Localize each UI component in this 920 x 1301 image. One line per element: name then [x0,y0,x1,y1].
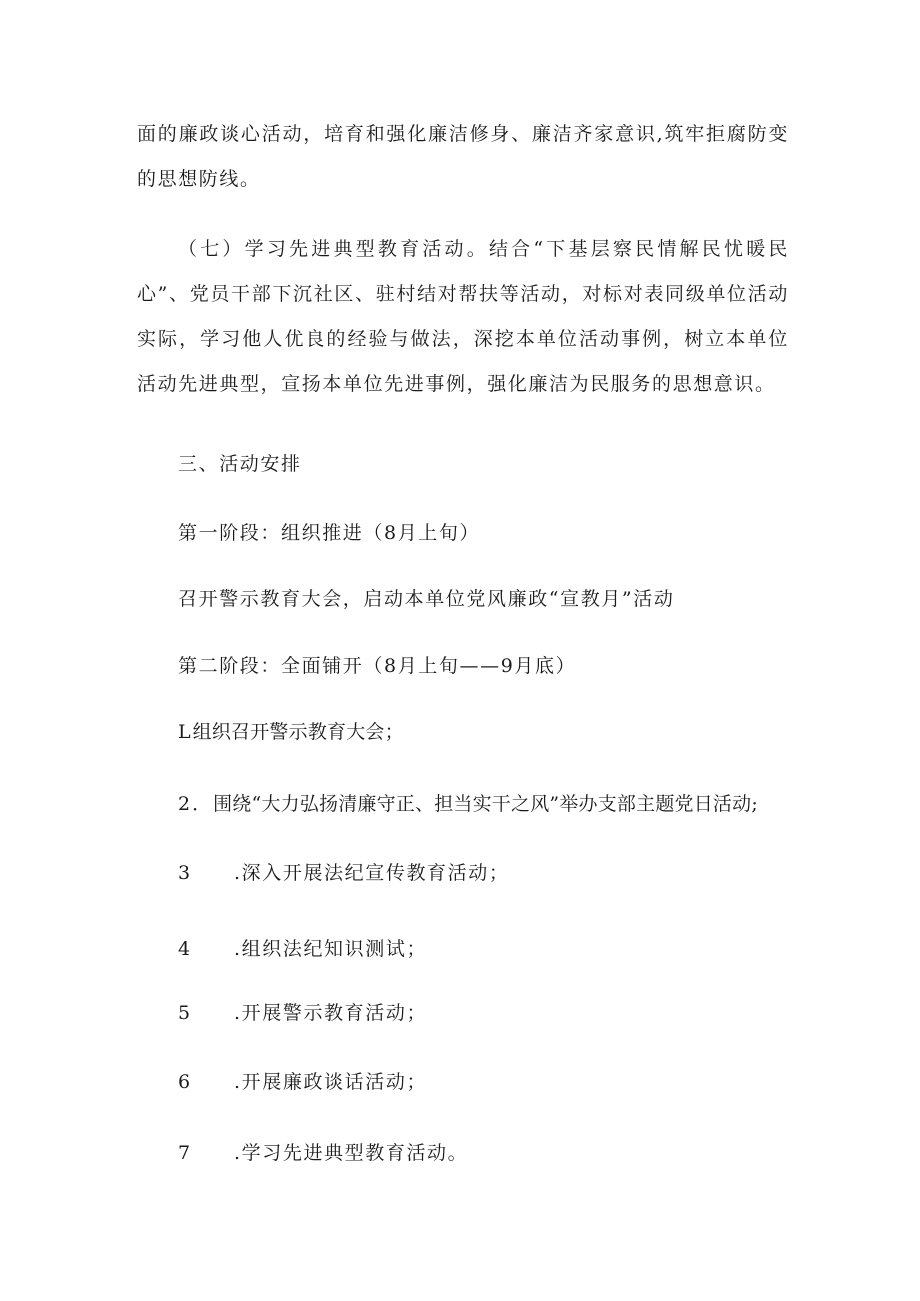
list-item-number: 7 [178,1142,191,1164]
list-item [178,717,404,747]
list-item-text: 组织召开警示教育大会； [192,721,404,743]
list-item [178,1138,468,1168]
list-item [178,934,427,964]
paragraph-learning-advanced-models: （七）学习先进典型教育活动。结合“下基层察民情解民忧暖民心”、党员干部下沉社区、驻村结对帮扶等活动，对标对表同级单位活动实际，学习他人优良的经验与做法，深挖本单位活动事例，树立本单位活动先进典型，宣扬本单位先进事例，强化廉洁为民服务的思想意识。 [137,238,789,395]
list-item-text: .深入开展法纪宣传教育活动； [234,862,510,884]
list-item-text: .学习先进典型教育活动。 [234,1142,469,1164]
list-item [178,789,758,819]
list-item [178,858,509,888]
list-item-number: 5 [178,1002,191,1024]
paragraph-continuation: 面的廉政谈心活动，培育和强化廉洁修身、廉洁齐家意识,筑牢拒腐防变的思想防线。 [137,123,789,190]
section-heading: 三、活动安排 [178,453,302,475]
list-item-text: 围绕“大力弘扬清廉守正、担当实干之风”举办支部主题党日活动; [213,793,758,815]
list-item-number: 3 [178,862,191,884]
list-item-number: 4 [178,938,191,960]
stage-one-description: 召开警示教育大会，启动本单位党风廉政“宣教月”活动 [178,588,675,610]
list-item-text: .组织法纪知识测试； [234,938,428,960]
list-item-number: L [178,721,193,743]
list-item-text: .开展廉政谈话活动； [234,1071,428,1093]
stage-two-title: 第二阶段：全面铺开（8月上旬——9月底） [178,655,577,677]
stage-one-title: 第一阶段：组织推进（8月上旬） [178,522,481,544]
list-item-number: 2． [178,793,214,815]
list-item-number: 6 [178,1071,191,1093]
list-item [178,998,427,1028]
list-item [178,1067,427,1097]
list-item-text: .开展警示教育活动； [234,1002,428,1024]
